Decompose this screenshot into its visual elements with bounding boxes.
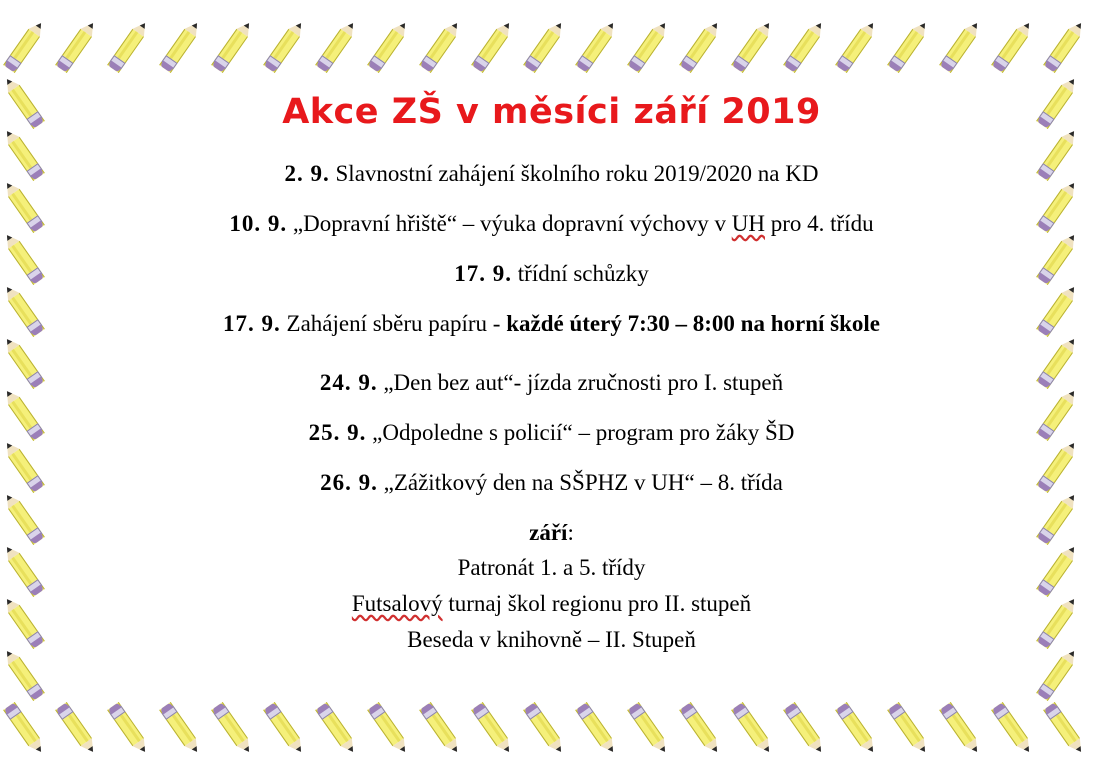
pencil-icon bbox=[1, 491, 45, 545]
pencil-icon bbox=[627, 702, 671, 756]
pencil-icon bbox=[107, 19, 151, 73]
pencil-icon bbox=[159, 19, 203, 73]
pencil-icon bbox=[887, 702, 931, 756]
pencil-icon bbox=[575, 19, 619, 73]
pencil-icon bbox=[1043, 19, 1087, 73]
pencil-icon bbox=[1036, 179, 1080, 233]
event-text: Zahájení sběru papíru - bbox=[286, 311, 507, 337]
event-text: „Den bez aut“- jízda zručnosti pro I. stupeň bbox=[383, 369, 784, 395]
footer-section bbox=[70, 519, 1033, 653]
footer-month-label: září bbox=[529, 519, 568, 545]
pencil-icon bbox=[367, 702, 411, 756]
footer-line-rest: turnaj škol regionu pro II. stupeň bbox=[442, 591, 752, 617]
pencil-icon bbox=[107, 702, 151, 756]
pencil-icon bbox=[1036, 231, 1080, 285]
pencil-icon bbox=[1, 387, 45, 441]
footer-line-spellcheck: Futsalový bbox=[351, 591, 443, 617]
pencil-icon bbox=[835, 19, 879, 73]
pencil-icon bbox=[575, 702, 619, 756]
document-content bbox=[70, 92, 1033, 661]
pencil-icon bbox=[1, 127, 45, 181]
pencil-icon bbox=[1036, 387, 1080, 441]
pencil-icon bbox=[991, 19, 1035, 73]
events-list bbox=[70, 160, 1033, 496]
list-item bbox=[70, 419, 1033, 446]
event-date: 10. 9. bbox=[229, 211, 288, 237]
pencil-icon bbox=[1036, 595, 1080, 649]
pencil-icon bbox=[627, 19, 671, 73]
pencil-icon bbox=[471, 702, 515, 756]
pencil-icon bbox=[471, 19, 515, 73]
pencil-icon bbox=[1036, 647, 1080, 701]
pencil-icon bbox=[1, 543, 45, 597]
list-item bbox=[70, 210, 1033, 237]
event-text: třídní schůzky bbox=[517, 261, 649, 287]
list-item bbox=[70, 160, 1033, 187]
list-item bbox=[70, 369, 1033, 396]
event-date: 17. 9. bbox=[454, 261, 513, 287]
pencil-icon bbox=[1036, 283, 1080, 337]
pencil-icon bbox=[1036, 127, 1080, 181]
event-text: Slavnostní zahájení školního roku 2019/2020 na KD bbox=[335, 161, 819, 186]
event-text: pro 4. třídu bbox=[764, 211, 874, 237]
pencil-icon bbox=[1, 75, 45, 129]
event-text: „Odpoledne s policií“ – program pro žáky ŠD bbox=[372, 419, 795, 445]
event-date: 25. 9. bbox=[308, 419, 367, 445]
footer-month-heading bbox=[70, 519, 1033, 547]
pencil-icon bbox=[731, 702, 775, 756]
pencil-icon bbox=[1036, 543, 1080, 597]
event-date: 26. 9. bbox=[320, 469, 378, 495]
pencil-icon bbox=[1036, 491, 1080, 545]
list-item bbox=[70, 310, 1033, 337]
pencil-icon bbox=[419, 19, 463, 73]
event-text: „Dopravní hřiště“ – výuka dopravní výchovy v bbox=[292, 211, 732, 237]
pencil-icon bbox=[1, 179, 45, 233]
event-date: 2. 9. bbox=[284, 161, 330, 186]
pencil-icon bbox=[1, 595, 45, 649]
event-date: 24. 9. bbox=[319, 369, 378, 395]
pencil-icon bbox=[679, 19, 723, 73]
pencil-icon bbox=[731, 19, 775, 73]
pencil-icon bbox=[1, 335, 45, 389]
pencil-icon bbox=[55, 19, 99, 73]
event-date: 17. 9. bbox=[223, 311, 281, 337]
pencil-icon bbox=[887, 19, 931, 73]
footer-line: Patronát 1. a 5. třídy bbox=[457, 555, 646, 581]
pencil-icon bbox=[419, 702, 463, 756]
pencil-icon bbox=[1, 439, 45, 493]
pencil-icon bbox=[523, 702, 567, 756]
pencil-icon bbox=[1, 231, 45, 285]
pencil-icon bbox=[1036, 75, 1080, 129]
pencil-icon bbox=[783, 702, 827, 756]
pencil-icon bbox=[1, 283, 45, 337]
pencil-icon bbox=[523, 19, 567, 73]
pencil-icon bbox=[55, 702, 99, 756]
pencil-icon bbox=[1036, 335, 1080, 389]
pencil-icon bbox=[1036, 439, 1080, 493]
pencil-icon bbox=[991, 702, 1035, 756]
list-item bbox=[70, 260, 1033, 287]
pencil-icon bbox=[315, 19, 359, 73]
pencil-icon bbox=[3, 19, 47, 73]
pencil-icon bbox=[367, 19, 411, 73]
list-item bbox=[70, 469, 1033, 496]
pencil-icon bbox=[159, 702, 203, 756]
pencil-icon bbox=[3, 702, 47, 756]
pencil-icon bbox=[783, 19, 827, 73]
footer-line bbox=[70, 590, 1033, 618]
pencil-icon bbox=[939, 702, 983, 756]
pencil-icon bbox=[939, 19, 983, 73]
pencil-icon bbox=[211, 19, 255, 73]
event-text-emphasis: každé úterý 7:30 – 8:00 na horní škole bbox=[506, 311, 880, 337]
pencil-icon bbox=[1043, 702, 1087, 756]
pencil-icon bbox=[1, 647, 45, 701]
pencil-icon bbox=[679, 702, 723, 756]
pencil-icon bbox=[263, 702, 307, 756]
pencil-icon bbox=[211, 702, 255, 756]
footer-line: Beseda v knihovně – II. Stupeň bbox=[407, 626, 696, 652]
page-title: Akce ZŠ v měsíci září 2019 bbox=[282, 92, 821, 132]
pencil-icon bbox=[315, 702, 359, 756]
pencil-icon bbox=[263, 19, 307, 73]
footer-month-suffix: : bbox=[567, 519, 574, 545]
pencil-icon bbox=[835, 702, 879, 756]
event-text: „Zážitkový den na SŠPHZ v UH“ – 8. třída bbox=[383, 469, 783, 495]
event-text-spellcheck: UH bbox=[731, 211, 765, 237]
